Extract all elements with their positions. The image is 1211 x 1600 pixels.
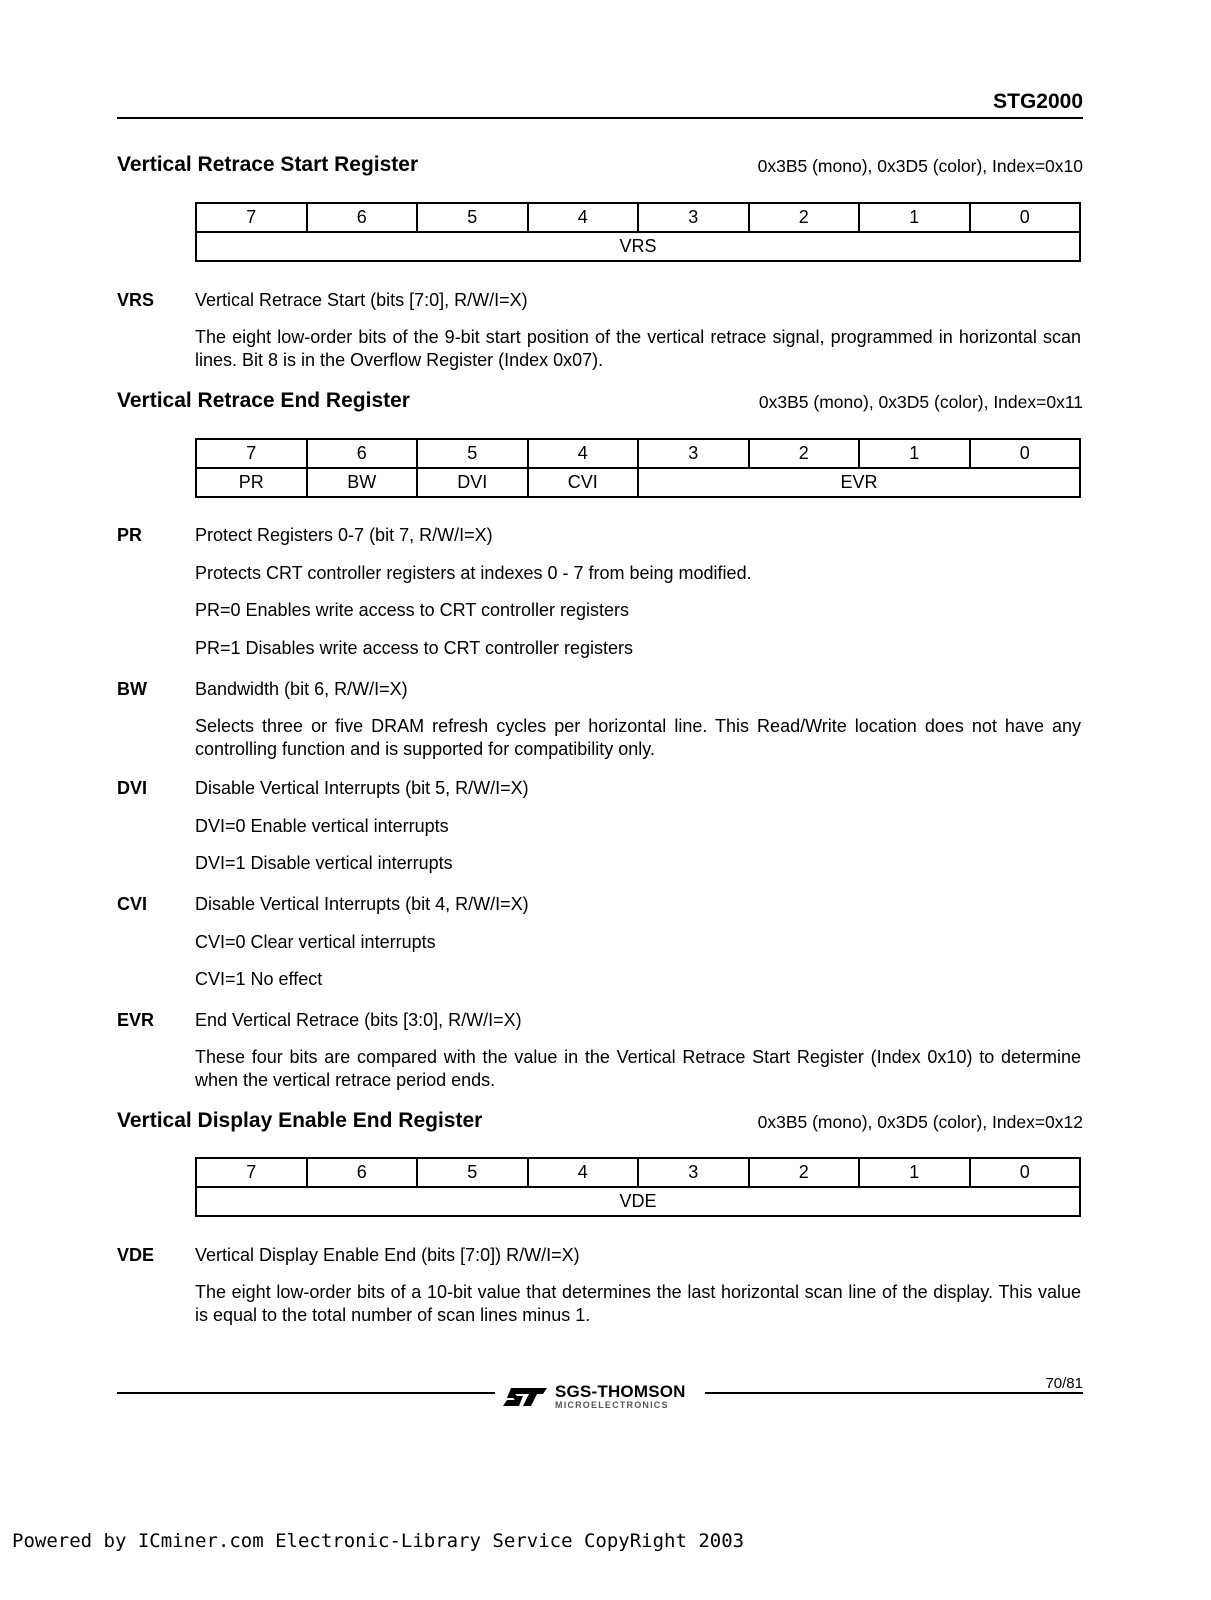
register-bit-table [195, 1157, 1081, 1217]
bit-cell: 6 [307, 1158, 418, 1187]
field-cell-cvi: CVI [528, 468, 639, 497]
field-title-vrs: Vertical Retrace Start (bits [7:0], R/W/I=X) [195, 290, 528, 310]
field-value-cvi-1: CVI=1 No effect [195, 969, 323, 989]
field-row [196, 232, 1080, 261]
bit-cell: 3 [638, 203, 749, 232]
bit-number-row [196, 439, 1080, 468]
field-tag-pr: PR [117, 525, 143, 545]
field-description-pr: Protects CRT controller registers at indexes 0 - 7 from being modified. [195, 563, 752, 583]
register-bit-table [195, 438, 1081, 498]
field-tag-evr: EVR [117, 1010, 155, 1030]
field-title-evr: End Vertical Retrace (bits [3:0], R/W/I=X) [195, 1010, 522, 1030]
bit-cell: 4 [528, 439, 639, 468]
field-row [196, 1187, 1080, 1216]
bit-cell: 2 [749, 439, 860, 468]
register-bit-table [195, 202, 1081, 262]
field-cell-bw: BW [307, 468, 418, 497]
field-description-vde: The eight low-order bits of a 10-bit value that determines the last horizontal scan line of the display. This value is equal to the total number of scan lines minus 1. [195, 1282, 1081, 1325]
field-tag-dvi: DVI [117, 778, 148, 798]
bit-cell: 4 [528, 203, 639, 232]
field-value-dvi-1: DVI=1 Disable vertical interrupts [195, 853, 453, 873]
field-cell-vrs: VRS [196, 232, 1080, 261]
bit-cell: 7 [196, 1158, 307, 1187]
logo-subtitle: MICROELECTRONICS [555, 1399, 669, 1410]
section-title: Vertical Retrace Start Register [117, 153, 419, 176]
bit-cell: 7 [196, 203, 307, 232]
field-title-vde: Vertical Display Enable End (bits [7:0]) R/W/I=X) [195, 1245, 580, 1265]
bit-cell: 3 [638, 1158, 749, 1187]
field-value-cvi-0: CVI=0 Clear vertical interrupts [195, 932, 436, 952]
bit-cell: 1 [859, 1158, 970, 1187]
company-logo [503, 1382, 686, 1410]
field-description-vrs: The eight low-order bits of the 9-bit start position of the vertical retrace signal, programmed in horizontal scan lines. Bit 8 is in the Overflow Register (Index 0x07). [195, 327, 1081, 370]
field-cell-dvi: DVI [417, 468, 528, 497]
field-tag-cvi: CVI [117, 894, 148, 914]
bit-cell: 2 [749, 1158, 860, 1187]
register-address: 0x3B5 (mono), 0x3D5 (color), Index=0x11 [758, 392, 1083, 412]
bit-cell: 0 [970, 439, 1081, 468]
footer-rule-left [117, 1392, 495, 1394]
bit-cell: 5 [417, 203, 528, 232]
field-value-dvi-0: DVI=0 Enable vertical interrupts [195, 816, 449, 836]
field-tag-bw: BW [117, 679, 147, 699]
footer-rule-right [705, 1392, 1083, 1394]
field-row [196, 468, 1080, 497]
bit-cell: 5 [417, 1158, 528, 1187]
bit-cell: 5 [417, 439, 528, 468]
field-value-pr-0: PR=0 Enables write access to CRT controller registers [195, 600, 630, 620]
bit-cell: 2 [749, 203, 860, 232]
field-value-pr-1: PR=1 Disables write access to CRT controller registers [195, 638, 633, 658]
field-tag-vde: VDE [117, 1245, 155, 1265]
header-rule [117, 117, 1083, 119]
page-number: 70/81 [1045, 1375, 1083, 1392]
field-description-bw: Selects three or five DRAM refresh cycles per horizontal line. This Read/Write location does not have any controlling function and is supported for compatibility only. [195, 716, 1081, 759]
bit-cell: 6 [307, 203, 418, 232]
field-description-evr: These four bits are compared with the value in the Vertical Retrace Start Register (Index 0x10) to determine when the vertical retrace period ends. [195, 1047, 1081, 1090]
field-cell-evr: EVR [638, 468, 1080, 497]
field-cell-vde: VDE [196, 1187, 1080, 1216]
register-address: 0x3B5 (mono), 0x3D5 (color), Index=0x12 [757, 1112, 1083, 1132]
bit-number-row [196, 1158, 1080, 1187]
bit-cell: 0 [970, 203, 1081, 232]
bit-cell: 1 [859, 203, 970, 232]
field-title-pr: Protect Registers 0-7 (bit 7, R/W/I=X) [195, 525, 493, 545]
field-title-bw: Bandwidth (bit 6, R/W/I=X) [195, 679, 408, 699]
field-title-dvi: Disable Vertical Interrupts (bit 5, R/W/I=X) [195, 778, 529, 798]
bit-cell: 4 [528, 1158, 639, 1187]
bit-cell: 6 [307, 439, 418, 468]
register-address: 0x3B5 (mono), 0x3D5 (color), Index=0x10 [757, 156, 1083, 176]
field-cell-pr: PR [196, 468, 307, 497]
logo-text [555, 1383, 686, 1410]
bit-number-row [196, 203, 1080, 232]
logo-name: SGS-THOMSON [555, 1381, 686, 1401]
bit-cell: 1 [859, 439, 970, 468]
bit-cell: 7 [196, 439, 307, 468]
bit-cell: 3 [638, 439, 749, 468]
st-logo-icon [503, 1382, 547, 1410]
field-tag-vrs: VRS [117, 290, 155, 310]
field-title-cvi: Disable Vertical Interrupts (bit 4, R/W/I=X) [195, 894, 529, 914]
bit-cell: 0 [970, 1158, 1081, 1187]
section-title: Vertical Display Enable End Register [117, 1109, 483, 1132]
copyright-footer: Powered by ICminer.com Electronic-Library Service CopyRight 2003 [12, 1530, 745, 1552]
document-title: STG2000 [993, 90, 1083, 113]
section-title: Vertical Retrace End Register [117, 389, 410, 412]
